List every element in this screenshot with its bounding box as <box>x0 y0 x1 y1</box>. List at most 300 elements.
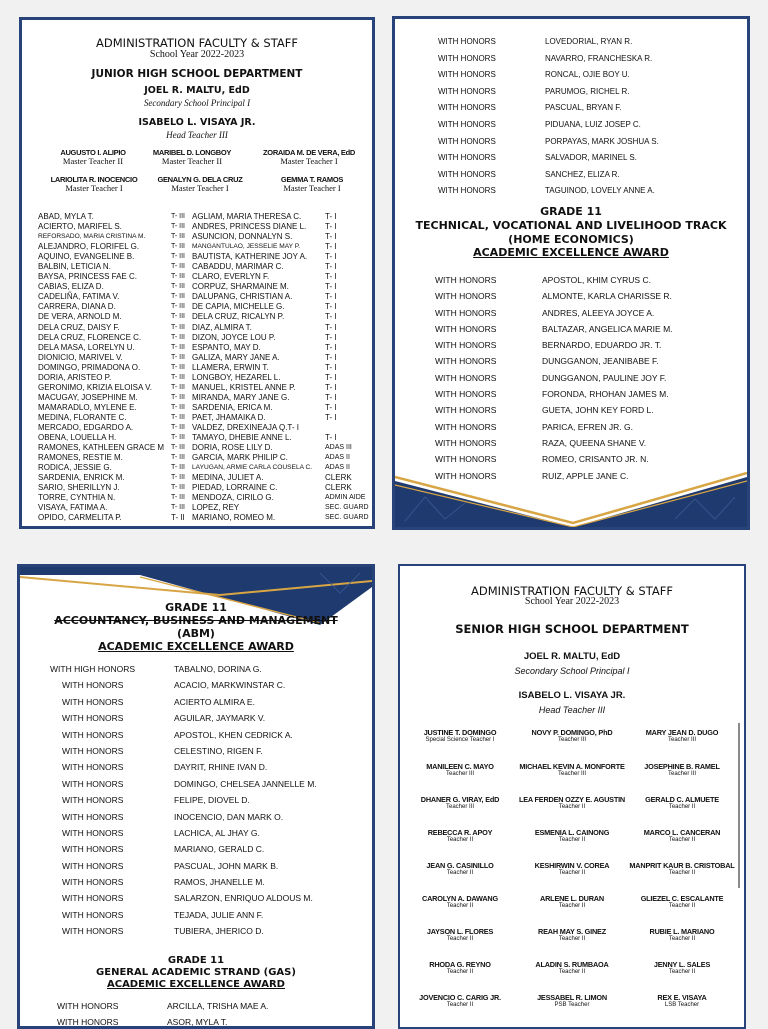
staff-position: T- III <box>171 474 185 482</box>
staff-name: GALIZA, MARY JANE A. <box>192 352 280 362</box>
staff-position: T- III <box>171 213 185 220</box>
faculty-member <box>400 828 520 843</box>
roster-row <box>38 443 203 453</box>
abm-grade: GRADE 11 <box>165 601 227 614</box>
shs-faculty-page <box>398 564 746 1029</box>
staff-name: ABAD, MYLA T. <box>38 212 94 221</box>
faculty-name: GLIEZEL C. ESCALANTE <box>640 894 724 903</box>
student-name: ASOR, MYLA T. <box>167 1017 228 1027</box>
staff-name: PIEDAD, LORRAINE C. <box>192 483 278 493</box>
faculty-member <box>400 762 520 777</box>
gas-award: ACADEMIC EXCELLENCE AWARD <box>106 979 285 990</box>
jhs-faculty-page <box>19 17 375 529</box>
staff-name: DELA CRUZ, DAISY F. <box>38 322 120 332</box>
staff-position: T- I <box>325 302 337 312</box>
honor-level: WITH HONORS <box>435 421 497 432</box>
faculty-member <box>400 993 520 1008</box>
faculty-position: Teacher II <box>446 870 474 876</box>
roster-row <box>192 252 372 262</box>
staff-name: VISAYA, FATIMA A. <box>38 503 108 513</box>
staff-name: LLAMERA, ERWIN T. <box>192 362 269 372</box>
student-name: PASCUAL, BRYAN F. <box>545 103 622 113</box>
staff-position: T- I <box>325 232 337 242</box>
jhs-master-5 <box>145 175 255 193</box>
honor-level: WITH HONORS <box>435 470 497 481</box>
honor-row <box>432 373 742 389</box>
student-name: SALVADOR, MARINEL S. <box>545 153 637 163</box>
faculty-member <box>512 795 632 810</box>
staff-name: BAUTISTA, KATHERINE JOY A. <box>192 252 308 262</box>
honor-row <box>57 1001 375 1017</box>
decorative-footer-banner <box>395 469 747 527</box>
roster-row <box>38 423 203 433</box>
faculty-name: RUBIE L. MARIANO <box>649 927 715 936</box>
roster-row <box>38 453 203 463</box>
roster-row <box>192 302 372 312</box>
staff-position: T- III <box>171 383 185 391</box>
roster-row <box>192 483 372 493</box>
staff-name: ACIERTO, MARIFEL S. <box>38 222 122 232</box>
staff-name: DELA CRUZ, RICALYN P. <box>192 312 285 322</box>
abm-honors-list <box>50 664 370 943</box>
faculty-position: Teacher II <box>558 903 586 909</box>
staff-name: SARDENIA, ENRICK M. <box>38 473 125 483</box>
staff-name: ESPANTO, MAY D. <box>192 342 261 352</box>
roster-row <box>192 262 372 272</box>
staff-position: T- III <box>171 363 185 371</box>
staff-position: T- I <box>325 242 337 252</box>
student-name: PASCUAL, JOHN MARK B. <box>174 860 279 871</box>
staff-position: ADAS II <box>325 464 350 472</box>
roster-row <box>192 493 372 503</box>
staff-name: ASUNCION, DONNALYN S. <box>192 232 293 242</box>
tvl-award: ACADEMIC EXCELLENCE AWARD <box>473 246 669 259</box>
honor-level: WITH HONORS <box>435 356 497 367</box>
student-name: ACIERTO ALMIRA E. <box>174 696 255 707</box>
roster-row <box>192 453 372 463</box>
faculty-name: MANPRIT KAUR B. CRISTOBAL <box>629 861 735 870</box>
honor-row <box>50 861 370 877</box>
shs-principal-title: Secondary School Principal I <box>514 666 630 676</box>
honor-level: WITH HONORS <box>62 860 124 871</box>
honors-list-continued <box>435 37 745 203</box>
staff-position: T- III <box>171 323 185 331</box>
roster-row <box>192 282 372 292</box>
roster-row <box>192 343 372 353</box>
honor-row <box>435 137 745 154</box>
roster-row <box>38 373 203 383</box>
master-title: Master Teacher I <box>280 156 338 166</box>
shs-school-year: School Year 2022-2023 <box>524 596 620 607</box>
honor-row <box>435 54 745 71</box>
student-name: LOVEDORIAL, RYAN R. <box>545 37 633 46</box>
faculty-name: JESSABEL R. LIMON <box>537 993 607 1002</box>
roster-row <box>38 483 203 493</box>
student-name: TAGUINOD, LOVELY ANNE A. <box>545 186 655 196</box>
faculty-position: Teacher III <box>445 804 474 810</box>
faculty-position: Teacher II <box>558 870 586 876</box>
staff-name: DE VERA, ARNOLD M. <box>38 312 122 322</box>
student-name: FORONDA, RHOHAN JAMES M. <box>542 389 669 400</box>
honor-level: WITH HONORS <box>435 372 497 383</box>
staff-name: TORRE, CYNTHIA N. <box>38 493 116 503</box>
staff-position: T- III <box>171 454 185 462</box>
faculty-name: REX E. VISAYA <box>657 993 707 1002</box>
faculty-position: Teacher II <box>668 804 696 810</box>
faculty-position: Teacher II <box>446 936 474 942</box>
staff-name: MIRANDA, MARY JANE G. <box>192 392 290 402</box>
staff-position: T- III <box>171 293 185 301</box>
staff-name: CABADDU, MARIMAR C. <box>192 262 284 272</box>
roster-row <box>38 292 203 302</box>
master-title: Master Teacher II <box>62 156 124 166</box>
honor-level: WITH HONORS <box>438 186 496 196</box>
roster-row <box>38 242 203 252</box>
honor-level: WITH HONORS <box>62 762 124 773</box>
faculty-member <box>512 861 632 876</box>
faculty-member <box>622 927 742 942</box>
faculty-name: ESMENIA L. CAINONG <box>534 828 610 837</box>
staff-name: MANGANTULAO, JESSELIE MAY P. <box>192 243 301 251</box>
honor-row <box>50 926 370 942</box>
honor-row <box>50 730 370 746</box>
staff-position: T- III <box>171 504 185 512</box>
student-name: FELIPE, DIOVEL D. <box>174 795 250 806</box>
faculty-member <box>512 993 632 1008</box>
student-name: APOSTOL, KHIM CYRUS C. <box>542 275 651 285</box>
faculty-position: Teacher II <box>668 936 696 942</box>
staff-name: LONGBOY, HEZAREL L. <box>192 372 281 382</box>
faculty-name: RHODA G. REYNO <box>429 960 491 969</box>
roster-row <box>192 242 372 252</box>
staff-position: T- III <box>171 233 185 241</box>
roster-row <box>38 353 203 363</box>
faculty-position: Teacher III <box>557 771 586 777</box>
faculty-member <box>512 894 632 909</box>
tvl-honors-page <box>392 16 750 530</box>
tvl-track-line2: (HOME ECONOMICS) <box>508 233 634 246</box>
faculty-name: ALADIN S. RUMBAOA <box>535 960 609 969</box>
honor-level: WITH HONORS <box>62 729 124 740</box>
staff-position: ADAS III <box>325 444 352 452</box>
honor-row <box>435 103 745 120</box>
faculty-position: Teacher III <box>667 771 696 777</box>
honor-level: WITH HONORS <box>435 437 497 448</box>
staff-position: SEC. GUARD <box>325 504 369 512</box>
staff-name: SARDENIA, ERICA M. <box>192 402 273 412</box>
faculty-name: NOVY P. DOMINGO, PhD <box>531 728 613 737</box>
faculty-member <box>622 960 742 975</box>
jhs-header: ADMINISTRATION FACULTY & STAFF <box>96 36 298 50</box>
staff-position: T- III <box>171 313 185 321</box>
honor-row <box>435 186 745 203</box>
gas-honors-list <box>57 1001 375 1029</box>
student-name: ANDRES, ALEEYA JOYCE A. <box>542 307 655 318</box>
roster-row <box>38 252 203 262</box>
honor-level: WITH HONORS <box>62 877 124 888</box>
honor-level: WITH HONORS <box>438 70 496 80</box>
staff-position: T- III <box>171 303 185 311</box>
faculty-member <box>512 828 632 843</box>
honor-level: WITH HONORS <box>435 307 497 318</box>
faculty-member <box>622 861 742 876</box>
student-name: DAYRIT, RHINE IVAN D. <box>174 762 268 773</box>
honor-level: WITH HONORS <box>62 745 124 756</box>
honor-row <box>50 680 370 696</box>
honor-level: WITH HONORS <box>438 37 496 46</box>
honor-row <box>50 697 370 713</box>
shs-faculty-grid <box>400 728 744 1028</box>
honor-row <box>435 70 745 87</box>
faculty-name: MARY JEAN D. DUGO <box>645 728 719 737</box>
honor-level: WITH HONORS <box>435 291 497 302</box>
honor-level: WITH HONORS <box>62 893 124 904</box>
student-name: RAZA, QUEENA SHANE V. <box>542 437 647 448</box>
faculty-name: LEA FERDEN OZZY E. AGUSTIN <box>518 795 626 804</box>
roster-row <box>192 443 372 453</box>
staff-position: T- III <box>171 413 185 421</box>
staff-position: CLERK <box>325 483 352 493</box>
faculty-position: PSB Teacher <box>554 1002 590 1008</box>
roster-row <box>192 403 372 413</box>
staff-name: SARIO, SHERILLYN J. <box>38 483 120 493</box>
staff-name: CABIAS, ELIZA D. <box>38 282 104 292</box>
staff-position: T- I <box>325 262 337 272</box>
honor-level: WITH HONORS <box>435 405 497 416</box>
student-name: AGUILAR, JAYMARK V. <box>174 713 266 724</box>
student-name: DOMINGO, CHELSEA JANNELLE M. <box>174 778 317 789</box>
staff-position: T- I <box>325 362 337 372</box>
staff-position: T- III <box>171 283 185 291</box>
student-name: PARICA, EFREN JR. G. <box>542 421 633 432</box>
honor-level: WITH HONORS <box>62 844 124 855</box>
roster-row <box>38 302 203 312</box>
staff-position: T- I <box>325 272 337 282</box>
roster-row <box>38 433 203 443</box>
roster-row <box>192 212 372 222</box>
abm-strand: ACCOUNTANCY, BUSINESS AND MANAGEMENT <box>54 614 338 627</box>
roster-row <box>192 222 372 232</box>
student-name: SANCHEZ, ELIZA R. <box>545 169 620 179</box>
honor-row <box>50 762 370 778</box>
roster-row <box>38 403 203 413</box>
student-name: RAMOS, JHANELLE M. <box>174 877 265 888</box>
honor-row <box>432 275 742 291</box>
staff-position: T- I <box>325 322 337 332</box>
roster-row <box>38 493 203 503</box>
staff-name: MANUEL, KRISTEL ANNE P. <box>192 382 296 392</box>
staff-position: CLERK <box>325 473 352 483</box>
student-name: PORPAYAS, MARK JOSHUA S. <box>545 136 659 146</box>
student-name: SALARZON, ENRIQUO ALDOUS M. <box>174 893 313 904</box>
roster-row <box>38 262 203 272</box>
faculty-position: Teacher II <box>668 903 696 909</box>
staff-name: RAMONES, KATHLEEN GRACE M <box>38 443 165 453</box>
staff-name: DELA CRUZ, FLORENCE C. <box>38 332 142 342</box>
honor-level: WITH HONORS <box>57 1001 119 1011</box>
faculty-name: JAYSON L. FLORES <box>426 927 494 936</box>
gas-strand: GENERAL ACADEMIC STRAND (GAS) <box>96 967 296 978</box>
staff-name: DIZON, JOYCE LOU P. <box>192 332 276 342</box>
staff-name: MAMARADLO, MYLENE E. <box>38 402 137 412</box>
faculty-position: Teacher II <box>558 936 586 942</box>
staff-name: LAYUGAN, ARMIE CARLA COUSELA C. <box>192 464 313 472</box>
roster-row <box>192 333 372 343</box>
honor-row <box>435 120 745 137</box>
faculty-name: REBECCA R. APOY <box>427 828 493 837</box>
tvl-track-line1: TECHNICAL, VOCATIONAL AND LIVELIHOOD TRACK <box>415 219 727 232</box>
jhs-master-1 <box>38 148 148 166</box>
staff-position: T- I <box>325 342 337 352</box>
master-name: GEMMA T. RAMOS <box>280 175 344 184</box>
staff-name: DALUPANG, CHRISTIAN A. <box>192 292 293 302</box>
staff-position: T- I <box>325 372 337 382</box>
staff-name: GERONIMO, KRIZIA ELOISA V. <box>38 382 152 392</box>
roster-row <box>38 333 203 343</box>
jhs-right-roster <box>192 212 372 523</box>
staff-name: VALDEZ, DREXINEAJA Q.T- I <box>192 422 299 432</box>
faculty-member <box>622 728 742 743</box>
jhs-master-2 <box>137 148 247 166</box>
roster-row <box>192 323 372 333</box>
faculty-position: Teacher II <box>558 804 586 810</box>
staff-name: DOMINGO, PRIMADONA O. <box>38 362 141 372</box>
faculty-position: Teacher II <box>446 969 474 975</box>
staff-name: MENDOZA, CIRILO G. <box>192 493 274 503</box>
student-name: ACACIO, MARKWINSTAR C. <box>174 680 286 691</box>
master-name: MARIBEL D. LONGBOY <box>152 148 232 157</box>
student-name: DUNGGANON, JEANIBABE F. <box>542 356 659 367</box>
honor-row <box>432 356 742 372</box>
roster-row <box>38 413 203 423</box>
gas-grade: GRADE 11 <box>167 955 225 966</box>
staff-position: T- III <box>171 403 185 411</box>
honor-row <box>50 812 370 828</box>
staff-name: BAYSA, PRINCESS FAE C. <box>38 272 137 282</box>
staff-name: BALBIN, LETICIA N. <box>38 262 111 272</box>
staff-position: T- I <box>325 402 337 412</box>
faculty-member <box>400 728 520 743</box>
student-name: RUIZ, APPLE JANE C. <box>542 470 629 481</box>
faculty-name: JOVENCIO C. CARIG JR. <box>419 993 501 1002</box>
roster-row <box>38 363 203 373</box>
honor-level: WITH HIGH HONORS <box>50 664 135 674</box>
roster-row <box>38 513 203 523</box>
staff-position: T- I <box>325 312 337 322</box>
honor-level: WITH HONORS <box>57 1017 119 1027</box>
roster-row <box>192 373 372 383</box>
staff-position: T- III <box>171 243 185 251</box>
abm-honors-page <box>17 564 375 1029</box>
staff-position: SEC. GUARD <box>325 514 369 522</box>
faculty-name: JUSTINE T. DOMINGO <box>423 728 497 737</box>
student-name: GUETA, JOHN KEY FORD L. <box>542 405 654 416</box>
staff-position: T- III <box>171 253 185 261</box>
staff-name: TAMAYO, DHEBIE ANNE L. <box>192 433 292 443</box>
staff-name: DORIA, ARISTEO P. <box>38 372 112 382</box>
honor-level: WITH HONORS <box>62 926 124 937</box>
roster-row <box>38 323 203 333</box>
faculty-member <box>622 795 742 810</box>
student-name: PIDUANA, LUIZ JOSEP C. <box>545 119 641 129</box>
honor-level: WITH HONORS <box>438 136 496 146</box>
student-name: PARUMOG, RICHEL R. <box>545 86 630 96</box>
faculty-position: Teacher II <box>446 837 474 843</box>
student-name: CELESTINO, RIGEN F. <box>174 745 263 756</box>
roster-row <box>38 222 203 232</box>
shs-head-title: Head Teacher III <box>538 705 606 715</box>
faculty-member <box>622 993 742 1008</box>
student-name: DUNGGANON, PAULINE JOY F. <box>542 372 667 383</box>
roster-row <box>192 292 372 302</box>
staff-name: MARIANO, ROMEO M. <box>192 513 276 523</box>
jhs-head-name: ISABELO L. VISAYA JR. <box>138 117 256 128</box>
roster-row <box>38 312 203 322</box>
jhs-master-6 <box>257 175 367 193</box>
honor-row <box>435 170 745 187</box>
staff-name: MERCADO, EDGARDO A. <box>38 422 134 432</box>
faculty-position: Teacher III <box>445 771 474 777</box>
faculty-member <box>512 728 632 743</box>
roster-row <box>38 272 203 282</box>
staff-name: MEDINA, JULIET A. <box>192 473 264 483</box>
faculty-name: GERALD C. ALMUETE <box>645 795 719 804</box>
shs-department: SENIOR HIGH SCHOOL DEPARTMENT <box>455 622 689 636</box>
staff-position: T- I <box>325 352 337 362</box>
honor-row <box>50 713 370 729</box>
honor-row <box>50 664 370 680</box>
faculty-member <box>622 894 742 909</box>
staff-position: T- I <box>325 252 337 262</box>
roster-row <box>192 363 372 373</box>
honor-level: WITH HONORS <box>62 778 124 789</box>
roster-row <box>192 312 372 322</box>
staff-position: T- I <box>325 332 337 342</box>
staff-position: T- II <box>171 513 185 523</box>
faculty-position: Special Science Teacher I <box>425 737 495 743</box>
student-name: TEJADA, JULIE ANN F. <box>174 909 264 920</box>
tvl-honors-list <box>432 275 742 487</box>
student-name: LACHICA, AL JHAY G. <box>174 827 260 838</box>
student-name: BALTAZAR, ANGELICA MARIE M. <box>542 323 673 334</box>
student-name: TABALNO, DORINA G. <box>174 664 262 674</box>
staff-name: DELA MASA, LORELYN U. <box>38 342 135 352</box>
roster-row <box>38 383 203 393</box>
jhs-principal-title: Secondary School Principal I <box>143 98 251 108</box>
honor-level: WITH HONORS <box>438 153 496 163</box>
faculty-member <box>400 894 520 909</box>
scrollbar[interactable] <box>738 723 740 888</box>
roster-row <box>38 463 203 473</box>
honor-row <box>432 389 742 405</box>
staff-position: T- III <box>171 393 185 401</box>
honor-row <box>50 910 370 926</box>
faculty-member <box>400 795 520 810</box>
faculty-name: JOSEPHINE B. RAMEL <box>644 762 720 771</box>
honor-level: WITH HONORS <box>438 53 496 63</box>
faculty-member <box>622 762 742 777</box>
faculty-name: MANILEEN C. MAYO <box>426 762 494 771</box>
honor-level: WITH HONORS <box>62 713 124 724</box>
faculty-position: LSB Teacher <box>664 1002 700 1008</box>
roster-row <box>192 272 372 282</box>
faculty-member <box>512 960 632 975</box>
staff-position: T- III <box>171 484 185 492</box>
faculty-position: Teacher III <box>557 737 586 743</box>
faculty-position: Teacher II <box>668 837 696 843</box>
roster-row <box>38 393 203 403</box>
honor-row <box>435 153 745 170</box>
